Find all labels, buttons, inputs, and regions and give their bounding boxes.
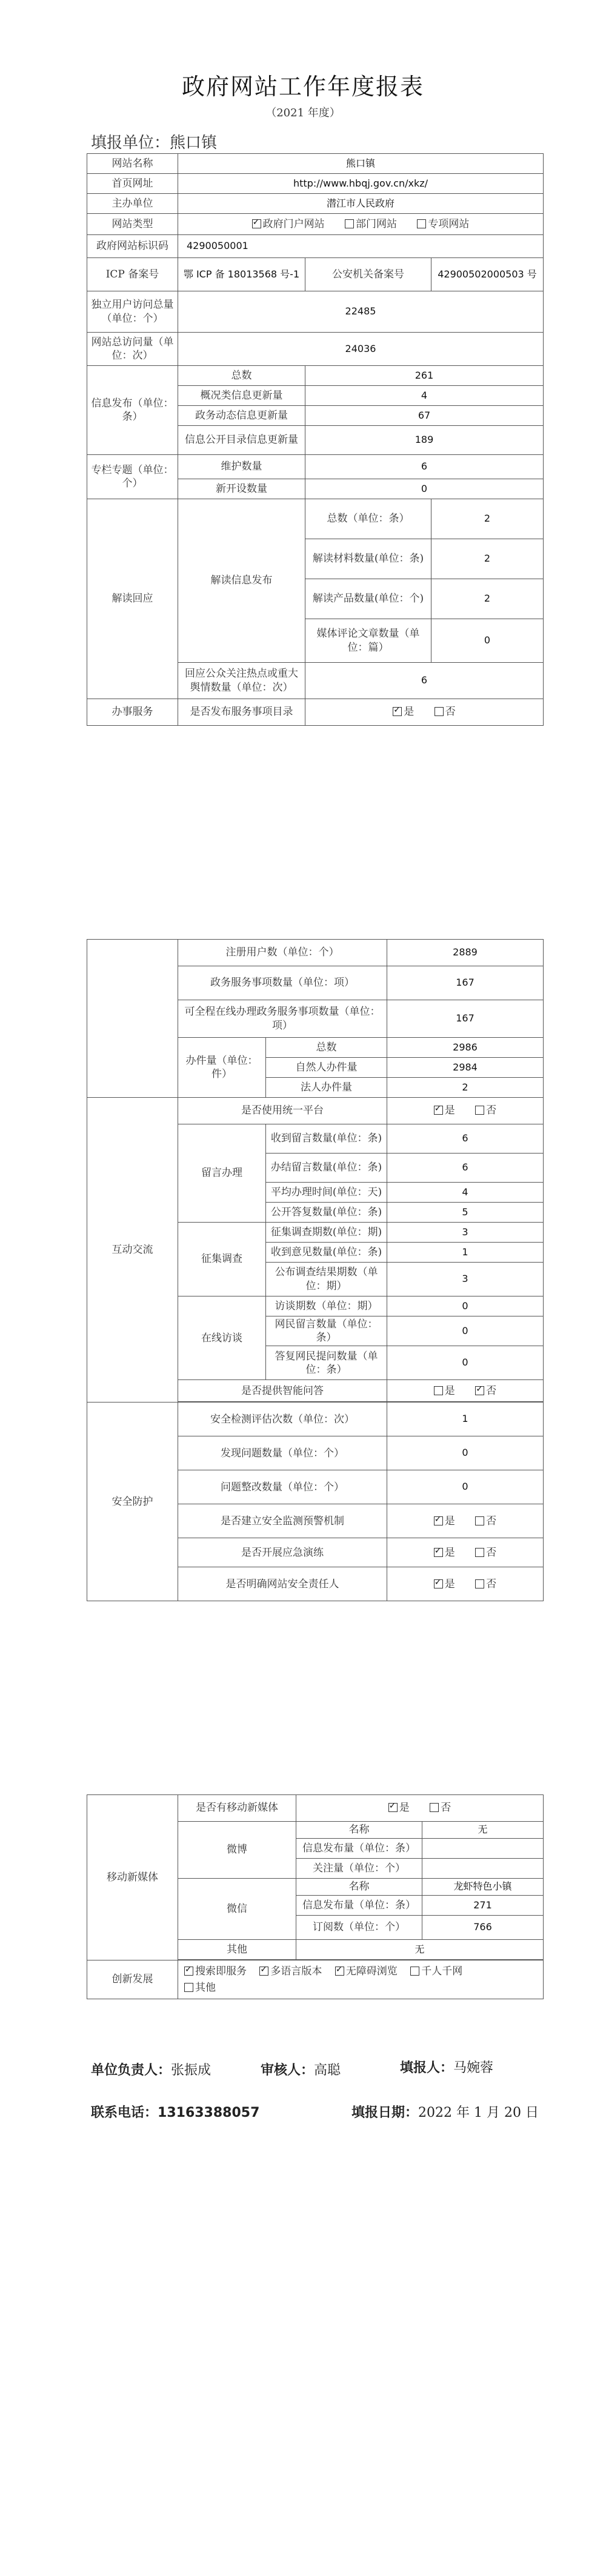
option-yes: ✓ 是 <box>434 1578 455 1591</box>
value-issues: 0 <box>387 1436 544 1470</box>
label-full-online: 可全程在线办理政务服务事项数量（单位：项） <box>178 1000 387 1038</box>
value-survey-periods: 3 <box>387 1223 544 1243</box>
label-handled: 办件量（单位：件） <box>178 1038 266 1098</box>
label-topics: 专栏专题（单位：个） <box>87 455 178 499</box>
unified-options <box>387 1098 544 1124</box>
value-survey-results: 3 <box>387 1263 544 1296</box>
value-opinions: 1 <box>387 1243 544 1263</box>
label-interpretation: 解读回应 <box>87 499 178 699</box>
value-interp-product: 2 <box>431 579 544 619</box>
label-wechat-posts: 信息发布量（单位：条） <box>296 1896 422 1916</box>
label-wechat-subscribers: 订阅数（单位：个） <box>296 1916 422 1940</box>
value-interp-total: 2 <box>431 499 544 539</box>
value-scans: 1 <box>387 1403 544 1436</box>
value-full-online: 167 <box>387 1000 544 1038</box>
value-maintained: 6 <box>305 455 544 479</box>
option-gov-portal: ✓ 政府门户网站 <box>252 217 325 231</box>
option-yes: ✓ 是 <box>388 1801 410 1814</box>
label-site-name: 网站名称 <box>87 154 178 174</box>
label-info-publish: 信息发布（单位：条） <box>87 366 178 455</box>
label-interp-media: 媒体评论文章数量（单位：篇） <box>305 619 431 663</box>
issued-guide-options <box>305 699 544 726</box>
label-reg-users: 注册用户数（单位：个） <box>178 940 387 966</box>
signature-reviewer: 审核人：高聪 <box>261 2063 341 2078</box>
value-site-name: 熊口镇 <box>178 154 544 174</box>
label-opinions: 收到意见数量(单位：条) <box>266 1243 387 1263</box>
report-table-part2 <box>87 939 544 1601</box>
label-pv: 网站总访问量（单位：次） <box>87 333 178 366</box>
label-interp-total: 总数（单位：条） <box>305 499 431 539</box>
value-avg-days: 4 <box>387 1183 544 1203</box>
option-yes: ✓ 是 <box>434 1546 455 1559</box>
option-yes: ✓ 是 <box>393 705 414 719</box>
label-monitor: 是否建立安全监测预警机制 <box>178 1504 387 1538</box>
signature-reporter: 填报人：马婉蓉 <box>400 2060 494 2076</box>
option-accessible: ✓ 无障碍浏览 <box>335 1965 398 1978</box>
value-catalog: 189 <box>305 426 544 455</box>
checkbox-empty-icon <box>410 1967 419 1976</box>
responsible-options <box>387 1567 544 1601</box>
value-dynamic: 67 <box>305 406 544 426</box>
value-received: 6 <box>387 1124 544 1154</box>
checkbox-empty-icon <box>184 1983 193 1992</box>
label-natural: 自然人办件量 <box>266 1058 387 1078</box>
option-special-site: 专项网站 <box>417 217 469 231</box>
report-title: 政府网站工作年度报表 <box>181 73 424 100</box>
label-icp: ICP 备案号 <box>87 258 178 291</box>
label-survey-results: 公布调查结果期数（单位：期） <box>266 1263 387 1296</box>
value-new-topics: 0 <box>305 479 544 499</box>
checkbox-checked-icon <box>434 1106 443 1115</box>
value-answers: 0 <box>387 1346 544 1380</box>
smart-qa-options <box>387 1380 544 1402</box>
label-mailbox: 留言办理 <box>178 1124 266 1223</box>
label-service-items: 政务服务事项数量（单位：项） <box>178 966 387 1000</box>
label-interview: 在线访谈 <box>178 1296 266 1380</box>
option-dept-site: 部门网站 <box>345 217 397 231</box>
value-police: 42900502000503 号 <box>431 258 544 291</box>
value-icp: 鄂 ICP 备 18013568 号-1 <box>178 258 305 291</box>
label-online-service-2 <box>87 940 178 1098</box>
label-scans: 安全检测评估次数（单位：次） <box>178 1403 387 1436</box>
label-responsible: 是否明确网站安全责任人 <box>178 1567 387 1601</box>
value-wechat-name: 龙虾特色小镇 <box>422 1879 544 1896</box>
option-no: ✓ 否 <box>475 1384 496 1398</box>
checkbox-empty-icon <box>435 707 444 716</box>
value-weibo-name: 无 <box>422 1822 544 1839</box>
value-interview-periods: 0 <box>387 1296 544 1316</box>
label-weibo-name: 名称 <box>296 1822 422 1839</box>
value-other-mobile: 无 <box>296 1940 544 1960</box>
label-smart-qa: 是否提供智能问答 <box>178 1380 387 1402</box>
value-natural: 2984 <box>387 1058 544 1078</box>
label-fixed: 问题整改数量（单位：个） <box>178 1470 387 1504</box>
checkbox-checked-icon <box>252 219 261 228</box>
value-wechat-posts: 271 <box>422 1896 544 1916</box>
label-questions: 网民留言数量（单位：条） <box>266 1316 387 1346</box>
checkbox-checked-icon <box>393 707 402 716</box>
label-interp-publish: 解读信息发布 <box>178 499 305 663</box>
option-no: 否 <box>475 1104 496 1117</box>
value-handled-total: 2986 <box>387 1038 544 1058</box>
value-reg-users: 2889 <box>387 940 544 966</box>
checkbox-empty-icon <box>475 1548 484 1557</box>
innovation-options <box>178 1960 544 1999</box>
label-weibo: 微博 <box>178 1822 296 1879</box>
value-service-items: 167 <box>387 966 544 1000</box>
label-uv: 独立用户访问总量（单位：个） <box>87 291 178 333</box>
value-homepage: http://www.hbqj.gov.cn/xkz/ <box>178 174 544 194</box>
label-wechat-name: 名称 <box>296 1879 422 1896</box>
report-table-part1 <box>87 153 544 726</box>
report-table-part3 <box>87 1794 544 1999</box>
checkbox-checked-icon <box>335 1967 344 1976</box>
label-interaction: 互动交流 <box>87 1098 178 1403</box>
label-security: 安全防护 <box>87 1403 178 1601</box>
label-dynamic: 政务动态信息更新量 <box>178 406 305 426</box>
label-site-type: 网站类型 <box>87 214 178 235</box>
option-no: 否 <box>430 1801 451 1814</box>
option-no: 否 <box>475 1546 496 1559</box>
label-sponsor: 主办单位 <box>87 194 178 214</box>
option-other: 其他 <box>184 1981 216 1994</box>
label-has-mobile: 是否有移动新媒体 <box>178 1795 296 1822</box>
value-sponsor: 潜江市人民政府 <box>178 194 544 214</box>
report-date: 填报日期：2022 年 1 月 20 日 <box>351 2105 539 2120</box>
label-drill: 是否开展应急演练 <box>178 1538 387 1567</box>
monitor-options <box>387 1504 544 1538</box>
filler-unit: 填报单位：熊口镇 <box>91 134 218 152</box>
label-weibo-followers: 关注量（单位：个） <box>296 1859 422 1879</box>
option-multilang: ✓ 多语言版本 <box>259 1965 322 1978</box>
label-issues: 发现问题数量（单位：个） <box>178 1436 387 1470</box>
checkbox-checked-icon <box>259 1967 268 1976</box>
checkbox-empty-icon <box>430 1803 439 1812</box>
checkbox-empty-icon <box>417 219 426 228</box>
value-questions: 0 <box>387 1316 544 1346</box>
label-maintained: 维护数量 <box>178 455 305 479</box>
option-personal: 千人千网 <box>410 1965 462 1978</box>
label-legal: 法人办件量 <box>266 1078 387 1098</box>
value-interp-media: 0 <box>431 619 544 663</box>
checkbox-checked-icon <box>434 1579 443 1588</box>
option-yes: 是 <box>434 1384 455 1398</box>
label-weibo-posts: 信息发布量（单位：条） <box>296 1839 422 1859</box>
checkbox-checked-icon <box>475 1386 484 1395</box>
label-completed: 办结留言数量(单位：条) <box>266 1154 387 1183</box>
checkbox-checked-icon <box>184 1967 193 1976</box>
value-overview: 4 <box>305 386 544 406</box>
label-avg-days: 平均办理时间(单位：天) <box>266 1183 387 1203</box>
label-new-topics: 新开设数量 <box>178 479 305 499</box>
checkbox-checked-icon <box>434 1516 443 1525</box>
checkbox-empty-icon <box>475 1106 484 1115</box>
value-uv: 22485 <box>178 291 544 333</box>
label-homepage: 首页网址 <box>87 174 178 194</box>
drill-options <box>387 1538 544 1567</box>
report-year: （2021 年度） <box>265 107 341 119</box>
checkbox-checked-icon <box>388 1803 398 1812</box>
label-police: 公安机关备案号 <box>305 258 431 291</box>
value-weibo-followers <box>422 1859 544 1879</box>
checkbox-checked-icon <box>434 1548 443 1557</box>
label-mobile: 移动新媒体 <box>87 1795 178 1960</box>
value-response: 6 <box>305 663 544 699</box>
value-info-total: 261 <box>305 366 544 386</box>
option-yes: ✓ 是 <box>434 1104 455 1117</box>
label-survey: 征集调查 <box>178 1223 266 1296</box>
value-site-code: 4290050001 <box>178 235 544 258</box>
checkbox-empty-icon <box>434 1386 443 1395</box>
value-completed: 6 <box>387 1154 544 1183</box>
value-weibo-posts <box>422 1839 544 1859</box>
label-survey-periods: 征集调查期数(单位：期) <box>266 1223 387 1243</box>
value-wechat-subscribers: 766 <box>422 1916 544 1940</box>
site-type-options <box>178 214 544 235</box>
has-mobile-options <box>296 1795 544 1822</box>
label-response: 回应公众关注热点或重大舆情数量（单位：次） <box>178 663 305 699</box>
option-no: 否 <box>475 1515 496 1528</box>
label-wechat: 微信 <box>178 1879 296 1940</box>
value-legal: 2 <box>387 1078 544 1098</box>
label-catalog: 信息公开目录信息更新量 <box>178 426 305 455</box>
checkbox-empty-icon <box>475 1516 484 1525</box>
value-interp-material: 2 <box>431 539 544 579</box>
label-overview: 概况类信息更新量 <box>178 386 305 406</box>
label-info-total: 总数 <box>178 366 305 386</box>
label-online-service: 办事服务 <box>87 699 178 726</box>
contact-phone: 联系电话：13163388057 <box>91 2105 260 2120</box>
label-interp-product: 解读产品数量(单位：个) <box>305 579 431 619</box>
label-handled-total: 总数 <box>266 1038 387 1058</box>
label-site-code: 政府网站标识码 <box>87 235 178 258</box>
value-fixed: 0 <box>387 1470 544 1504</box>
option-yes: ✓ 是 <box>434 1515 455 1528</box>
label-unified: 是否使用统一平台 <box>178 1098 387 1124</box>
label-interview-periods: 访谈期数（单位：期） <box>266 1296 387 1316</box>
label-innovation: 创新发展 <box>87 1960 178 1999</box>
label-issued-guide: 是否发布服务事项目录 <box>178 699 305 726</box>
signature-head: 单位负责人：张振成 <box>91 2063 211 2078</box>
checkbox-empty-icon <box>475 1579 484 1588</box>
option-search-service: ✓搜索即服务 <box>184 1965 247 1978</box>
value-public-reply: 5 <box>387 1203 544 1223</box>
label-other-mobile: 其他 <box>178 1940 296 1960</box>
label-received: 收到留言数量(单位：条) <box>266 1124 387 1154</box>
option-no: 否 <box>475 1578 496 1591</box>
option-no: 否 <box>435 705 456 719</box>
checkbox-empty-icon <box>345 219 354 228</box>
value-pv: 24036 <box>178 333 544 366</box>
label-public-reply: 公开答复数量(单位：条) <box>266 1203 387 1223</box>
label-interp-material: 解读材料数量(单位：条) <box>305 539 431 579</box>
label-answers: 答复网民提问数量（单位：条） <box>266 1346 387 1380</box>
